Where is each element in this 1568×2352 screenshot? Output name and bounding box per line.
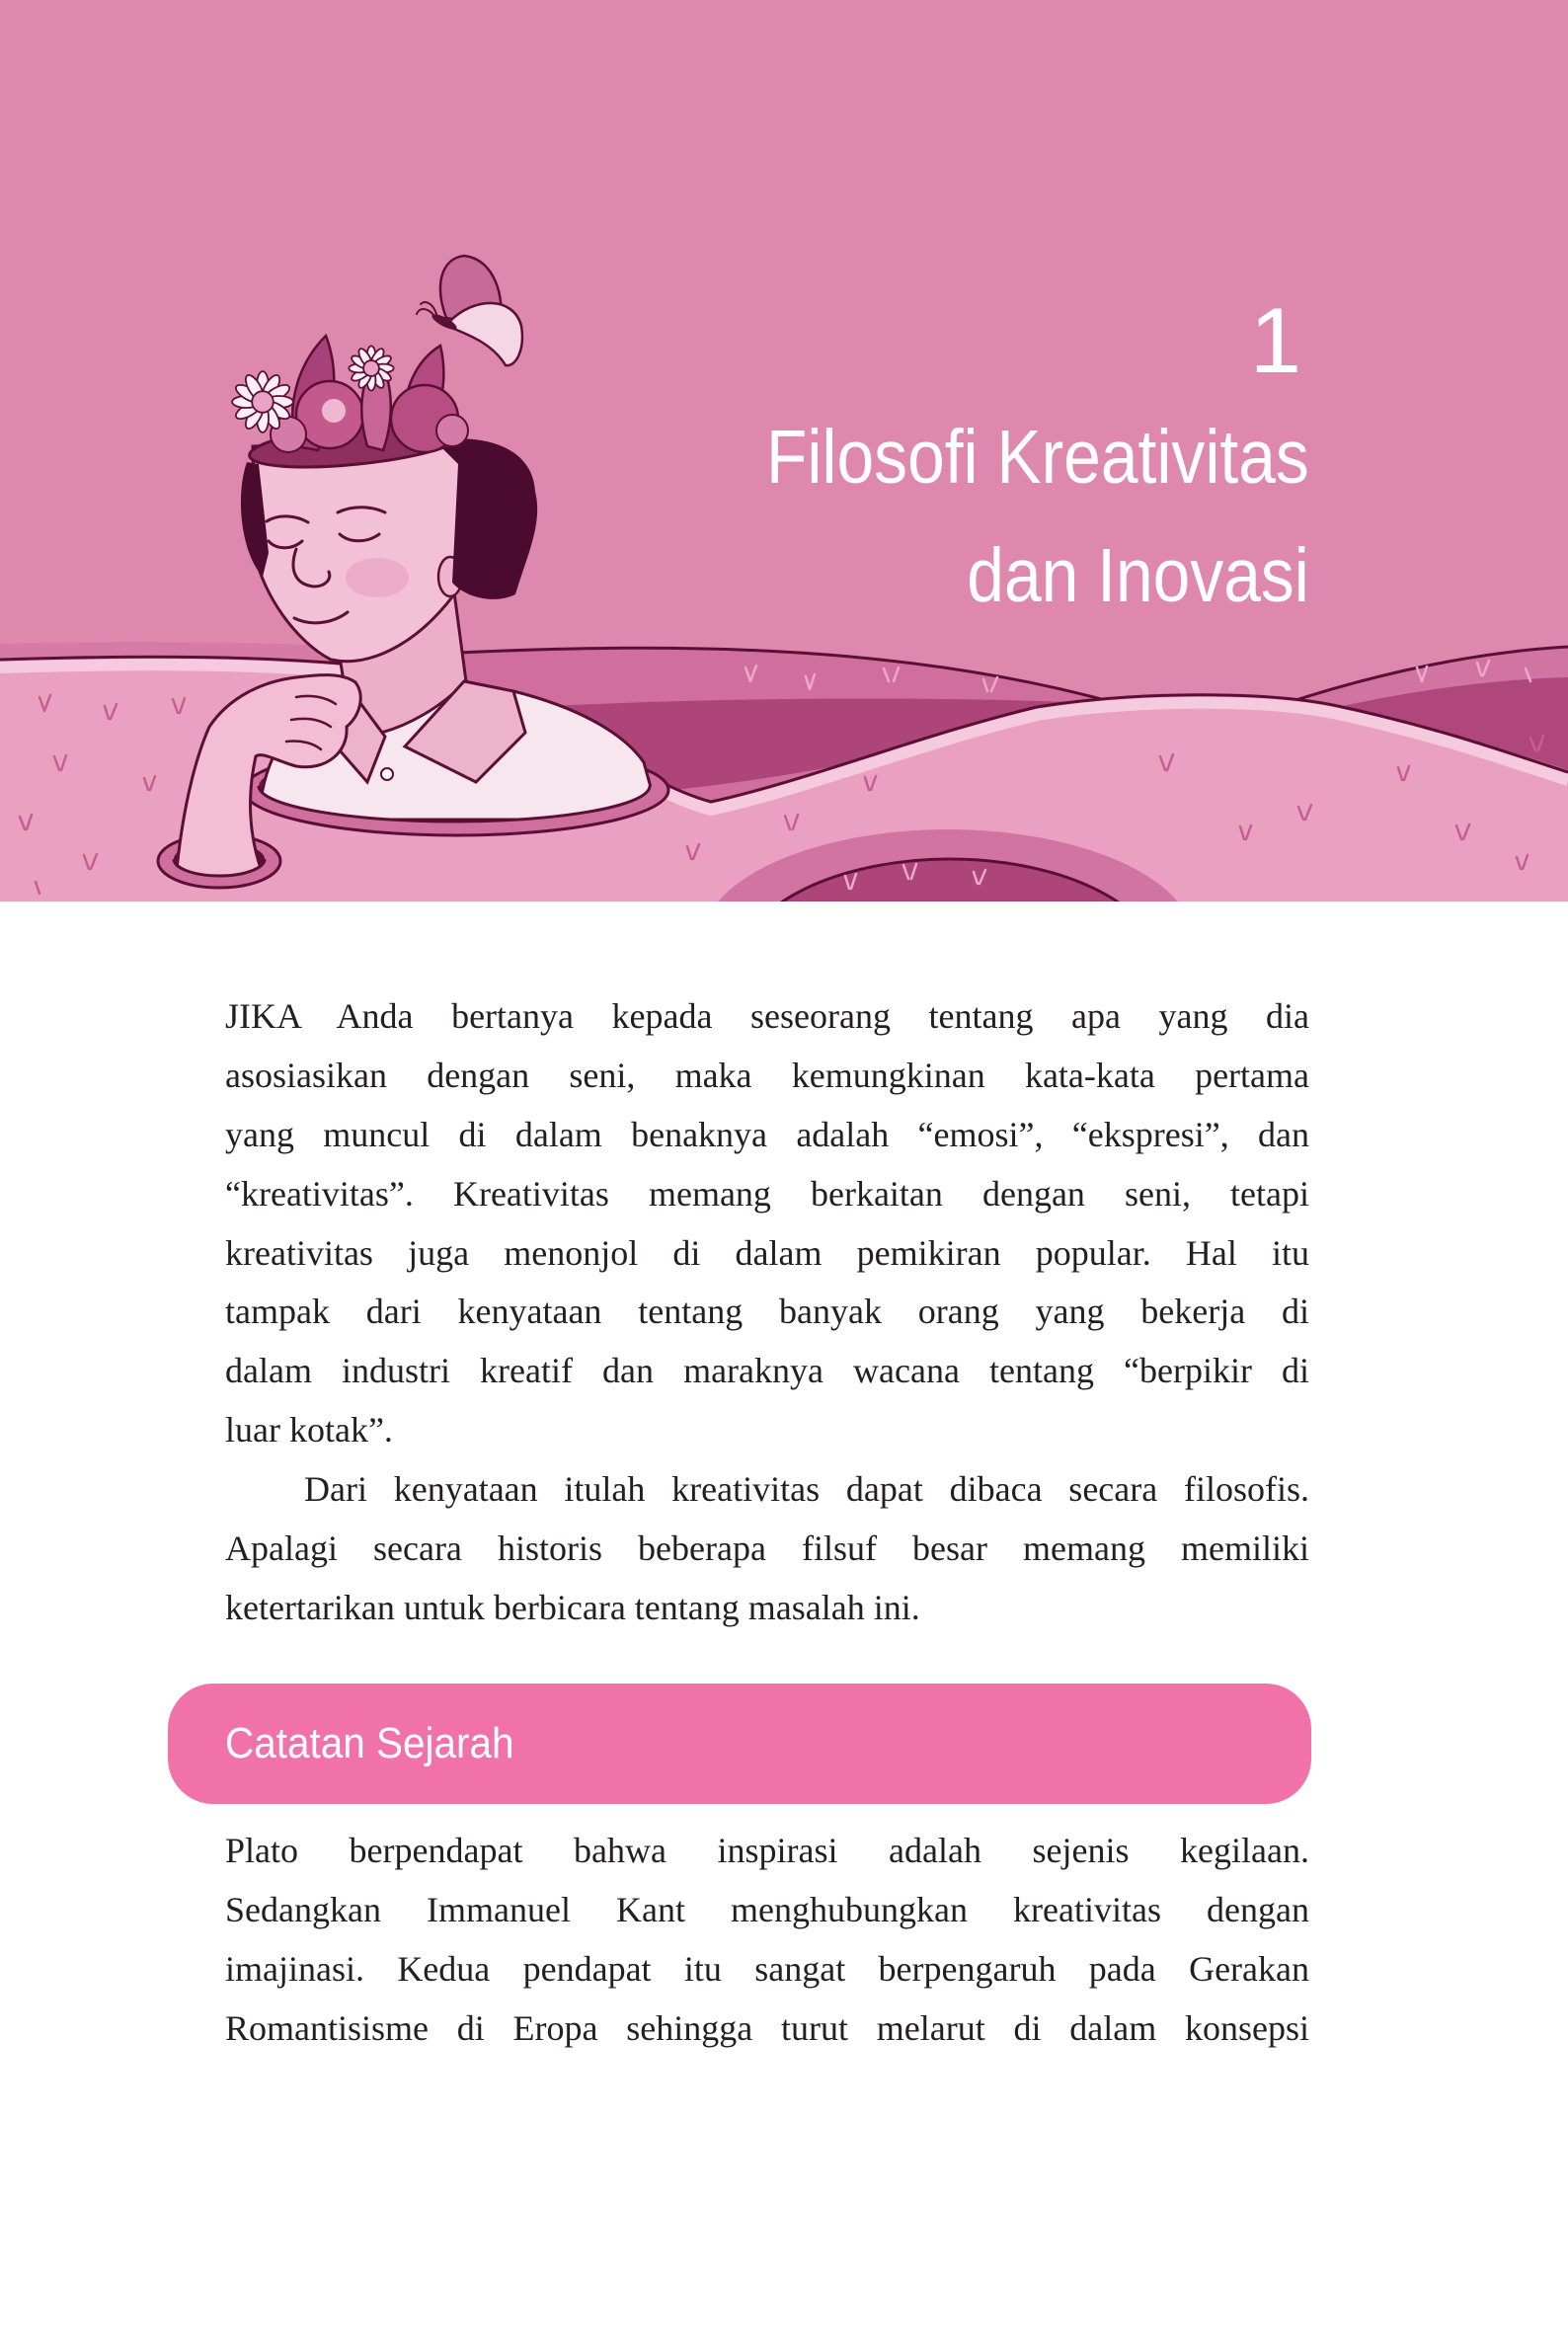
section-text bbox=[225, 1822, 1309, 2059]
text-line: Plato berpendapat bahwa inspirasi adalah sejenis kegilaan. bbox=[225, 1831, 1309, 1870]
text-line: asosiasikan dengan seni, maka kemungkinan kata-kata pertama bbox=[225, 1055, 1309, 1095]
text-line: Apalagi secara historis beberapa filsuf besar memang memiliki bbox=[225, 1529, 1309, 1569]
chapter-title-line-1: Filosofi Kreativitas bbox=[766, 415, 1309, 500]
text-line: JIKA Anda bertanya kepada seseorang tentang apa yang dia bbox=[225, 996, 1309, 1036]
text-line: Sedangkan Immanuel Kant menghubungkan kreativitas dengan bbox=[225, 1889, 1309, 1929]
flower-center bbox=[322, 399, 346, 423]
intro-text bbox=[225, 987, 1309, 1638]
flower-small bbox=[436, 415, 468, 446]
chapter-number: 1 bbox=[1249, 288, 1301, 392]
text-line: luar kotak”. bbox=[225, 1410, 393, 1450]
chapter-title-line-2: dan Inovasi bbox=[967, 533, 1309, 618]
text-line: dalam industri kreatif dan maraknya wacana tentang “berpikir di bbox=[225, 1351, 1309, 1391]
text-line: imajinasi. Kedua pendapat itu sangat berpengaruh pada Gerakan bbox=[225, 1948, 1309, 1989]
text-line: tampak dari kenyataan tentang banyak orang yang bekerja di bbox=[225, 1292, 1309, 1332]
chapter-header bbox=[0, 0, 1568, 902]
daisy-center bbox=[363, 360, 379, 376]
cheek bbox=[346, 558, 409, 597]
section-heading-band bbox=[168, 1684, 1311, 1804]
paragraph bbox=[225, 1822, 1309, 2059]
text-line: Dari kenyataan itulah kreativitas dapat dibaca secara filosofis. bbox=[304, 1469, 1309, 1510]
text-line: Romantisisme di Eropa sehingga turut melarut di dalam konsepsi bbox=[225, 2007, 1309, 2048]
text-line: yang muncul di dalam benaknya adalah “emosi”, “ekspresi”, dan bbox=[225, 1114, 1309, 1154]
paragraph bbox=[225, 1460, 1309, 1638]
shirt-button bbox=[381, 768, 393, 780]
text-line: kreativitas juga menonjol di dalam pemikiran popular. Hal itu bbox=[225, 1232, 1309, 1273]
section-heading: Catatan Sejarah bbox=[225, 1719, 514, 1767]
daisy-center bbox=[252, 391, 274, 413]
paragraph bbox=[225, 987, 1309, 1460]
text-line: ketertarikan untuk berbicara tentang masalah ini. bbox=[225, 1587, 920, 1627]
text-line: “kreativitas”. Kreativitas memang berkaitan dengan seni, tetapi bbox=[225, 1173, 1309, 1214]
